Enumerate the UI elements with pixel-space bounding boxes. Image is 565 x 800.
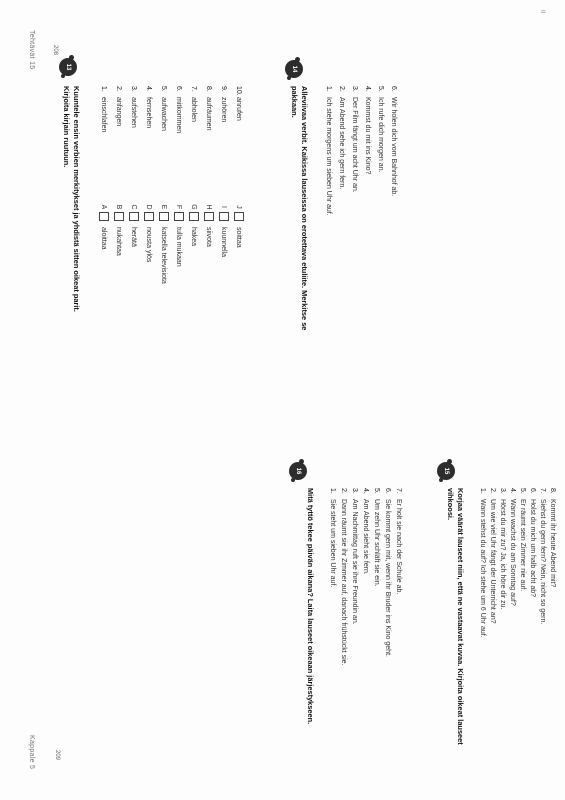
row-number: 6.	[529, 488, 536, 494]
row-number: 1.	[479, 488, 486, 494]
finnish-meaning: kuunnella	[220, 227, 228, 257]
finnish-meaning: herätä	[130, 227, 138, 247]
exercise-2-row	[362, 86, 372, 174]
sentence-text: Kommt ihr heute Abend mit?	[549, 499, 556, 588]
exercise-3-row	[507, 488, 517, 606]
answer-box[interactable]	[159, 212, 169, 221]
answer-box[interactable]	[129, 212, 139, 221]
sentence-text: Sie kommt gern mit, wenn ihr Bruder ins Kino geht.	[384, 499, 391, 657]
exercise-1-row	[144, 86, 154, 262]
option-letter: D	[145, 204, 153, 210]
exercise-3-row	[547, 488, 557, 587]
sentence-text: Wann stehst du auf? Ich stehe um 6 Uhr auf.	[479, 499, 486, 638]
finnish-meaning: tulla mukaan	[175, 227, 183, 267]
finnish-meaning: siivota	[205, 227, 213, 247]
answer-box[interactable]	[174, 212, 184, 221]
exercise-1-row	[174, 86, 184, 267]
left-page-number: 208	[52, 45, 58, 56]
sentence-text: Dann räumt sie ihr Zimmer auf, danach frühstückt sie.	[340, 499, 347, 666]
sentence-text: Kommst du mit ins Kino?	[364, 97, 371, 175]
option-letter: I	[220, 206, 228, 208]
row-number: 7.	[395, 488, 402, 494]
exercise-4-row	[338, 488, 348, 666]
option-letter: G	[190, 204, 198, 210]
exercise-4-instruction: Mitä tyttö tekee päivän aikana? Laita lauseet oikeaan järjestykseen.	[306, 488, 315, 725]
german-verb: einschlafen	[100, 97, 108, 133]
finnish-meaning: nousta ylös	[145, 227, 153, 263]
sentence-text: Ich rufe dich morgen an.	[377, 97, 384, 173]
german-verb: anrufen	[235, 97, 243, 121]
exercise-4-row	[393, 488, 403, 594]
exercise-1-row	[189, 86, 199, 246]
german-verb: anfangen	[115, 97, 123, 127]
sentence-text: Der Film fängt um acht Uhr an.	[351, 97, 358, 193]
finnish-meaning: soittaa	[235, 227, 243, 248]
exercise-1-row	[204, 86, 214, 247]
row-number: 10.	[235, 86, 243, 96]
option-letter: A	[100, 204, 108, 210]
exercise-3-row	[517, 488, 527, 591]
row-number: 2.	[338, 86, 345, 92]
option-letter: C	[130, 204, 138, 210]
german-verb: aufwachen	[160, 97, 168, 131]
exercise-4-row	[360, 488, 370, 575]
row-number: 6.	[384, 488, 391, 494]
row-number: 5.	[377, 86, 384, 92]
sentence-text: Er räumt sein Zimmer nie auf.	[519, 499, 526, 592]
exercise-1-row	[159, 86, 169, 284]
answer-box[interactable]	[219, 212, 229, 221]
sentence-text: Wir holen dich vom Bahnhof ab.	[390, 97, 397, 197]
exercise-3-row	[487, 488, 497, 624]
row-number: 9.	[220, 86, 228, 92]
row-number: 3.	[351, 86, 358, 92]
exercise-4-row	[349, 488, 359, 625]
exercise-4-row	[327, 488, 337, 587]
exercise-3-row	[527, 488, 537, 597]
sentence-text: Am Abend sehe ich gern fern.	[338, 97, 345, 190]
option-letter: J	[235, 205, 243, 209]
exercise-2-row	[388, 86, 398, 196]
sentence-text: Am Abend sieht sie fern.	[362, 499, 369, 575]
exercise-4-row	[382, 488, 392, 657]
right-page-number: 209	[54, 750, 60, 761]
row-number: 4.	[145, 86, 153, 92]
row-number: 2.	[489, 488, 496, 494]
exercise-2-instruction: Alleviivaa verbit. Kaikissa lauseissa on erotettava etuliite. Merkitse se pakkaan.	[290, 86, 309, 331]
sentence-text: Hörst du mir zu? Ja, ich höre dir zu.	[499, 499, 506, 610]
option-letter: B	[115, 204, 123, 210]
exercise-2-icon: 14	[285, 60, 303, 78]
answer-box[interactable]	[114, 212, 124, 221]
exercise-4-icon: 16	[289, 462, 307, 480]
row-number: 3.	[130, 86, 138, 92]
row-number: 2.	[340, 488, 347, 494]
row-number: 1.	[329, 488, 336, 494]
exercise-1-row	[99, 86, 109, 250]
finnish-meaning: hakea	[190, 227, 198, 247]
row-number: 1.	[325, 86, 332, 92]
row-number: 8.	[205, 86, 213, 92]
exercise-2-row	[375, 86, 385, 173]
sentence-text: Am Nachmittag ruft sie ihre Freundin an.	[351, 499, 358, 625]
exercise-1-row	[129, 86, 139, 247]
answer-box[interactable]	[189, 212, 199, 221]
exercise-1-row	[234, 86, 244, 248]
sentence-text: Um wie viel Uhr fängt der Unterricht an?	[489, 499, 496, 624]
exercise-3-row	[497, 488, 507, 610]
german-verb: fernsehen	[145, 97, 153, 129]
row-number: 4.	[364, 86, 371, 92]
row-number: 3.	[499, 488, 506, 494]
row-number: 2.	[115, 86, 123, 92]
sentence-text: Siehst du gern fern? Nein, nicht so gern.	[539, 499, 546, 625]
sentence-text: Ich stehe morgens um sieben Uhr auf.	[325, 97, 332, 216]
exercise-1-row	[219, 86, 229, 257]
exercise-3-instruction: Korjaa väärät lauseet niin, että ne vastaavat kuvaa. Kirjoita oikeat lauseet vihkoosi.	[446, 488, 465, 745]
exercise-3-row	[477, 488, 487, 638]
sentence-text: Um zehn Uhr schläft sie ein.	[373, 499, 380, 587]
exercise-3-icon: 15	[437, 462, 455, 480]
german-verb: aufstehen	[130, 97, 138, 128]
sentence-text: Wann wachst du am Sonntag auf?	[509, 499, 516, 606]
header-left-title: Tehtävät 15	[28, 30, 35, 70]
german-verb: abholen	[190, 97, 198, 122]
option-letter: H	[205, 204, 213, 210]
row-number: 7.	[539, 488, 546, 494]
row-number: 1.	[100, 86, 108, 92]
german-verb: zuhören	[220, 97, 228, 123]
answer-box[interactable]	[144, 212, 154, 221]
finnish-meaning: katsella televisiota	[160, 227, 168, 284]
exercise-3-row	[537, 488, 547, 624]
exercise-2-row	[349, 86, 359, 193]
exercise-1-row	[114, 86, 124, 256]
header-right-mark: Kappale 5	[28, 735, 35, 770]
row-number: 5.	[519, 488, 526, 494]
corner-scribble: II	[539, 10, 545, 14]
answer-box[interactable]	[234, 212, 244, 221]
row-number: 5.	[373, 488, 380, 494]
row-number: 4.	[509, 488, 516, 494]
row-number: 3.	[351, 488, 358, 494]
german-verb: mitkommen	[175, 97, 183, 134]
sentence-text: Er holt sie nach der Schule ab.	[395, 499, 402, 595]
row-number: 5.	[160, 86, 168, 92]
row-number: 7.	[190, 86, 198, 92]
option-letter: E	[160, 204, 168, 210]
exercise-2-row	[336, 86, 346, 189]
sentence-text: Holst du mich um halb acht ab?	[529, 499, 536, 598]
exercise-4-row	[371, 488, 381, 587]
finnish-meaning: nukahtaa	[115, 227, 123, 256]
exercise-1-instruction: Kuuntele ensin verbien merkitykset ja yhdistä sitten oikeat parit. Kirjoita kirjain ruutuun.	[62, 86, 81, 312]
exercise-1-icon: 13	[59, 58, 77, 76]
exercise-2-row	[323, 86, 333, 216]
option-letter: F	[175, 204, 183, 210]
answer-box[interactable]	[99, 212, 109, 221]
sentence-text: Sie steht um sieben Uhr auf.	[329, 499, 336, 588]
row-number: 4.	[362, 488, 369, 494]
row-number: 6.	[390, 86, 397, 92]
row-number: 6.	[175, 86, 183, 92]
finnish-meaning: aloittaa	[100, 227, 108, 250]
german-verb: aufräumen	[205, 97, 213, 131]
answer-box[interactable]	[204, 212, 214, 221]
row-number: 8.	[549, 488, 556, 494]
